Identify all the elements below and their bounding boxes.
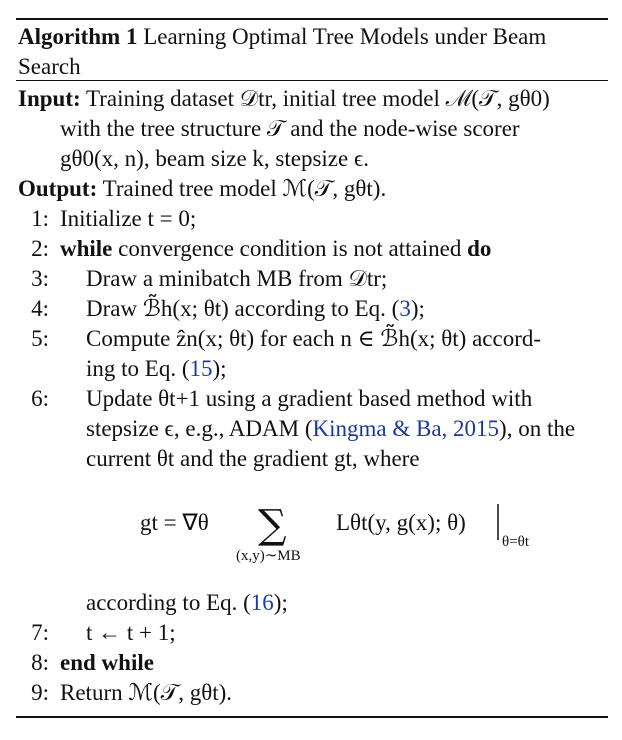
- formula-body: Lθt(y, g(x); θ): [336, 510, 466, 535]
- input-text-2: with the tree structure 𝒯 and the node-wise scorer: [60, 116, 520, 141]
- step-number: 4:: [31, 296, 49, 321]
- step-3-text: Draw a minibatch MB from 𝒟tr;: [86, 266, 388, 291]
- evaluation-subscript: θ=θt: [502, 534, 529, 550]
- step-number: 7:: [31, 620, 49, 645]
- step-6-text-b: ), on the: [499, 416, 576, 441]
- step-number: 6:: [31, 386, 49, 411]
- sum-subscript: (x,y)∼MB: [236, 548, 301, 564]
- input-text-3: gθ0(x, n), beam size k, stepsize ϵ.: [60, 146, 370, 171]
- eq-16-link[interactable]: 16: [250, 590, 274, 615]
- formula-lhs: gt = ∇θ: [140, 510, 209, 535]
- step-5-text-b: );: [212, 356, 227, 381]
- step-number: 9:: [31, 680, 49, 705]
- eq-15-link[interactable]: 15: [189, 356, 213, 381]
- step-6-line-1: Update θt+1 using a gradient based method with: [86, 386, 533, 411]
- step-6-after-a: according to Eq. (: [86, 590, 251, 615]
- input-text-1: Training dataset 𝒟tr, initial tree model ℳ(𝒯, gθ0): [86, 86, 550, 111]
- step-5-text-a: ing to Eq. (: [86, 356, 190, 381]
- step-2-text: convergence condition is not attained: [118, 236, 462, 261]
- while-keyword: while: [60, 236, 113, 261]
- input-label: Input:: [18, 86, 81, 111]
- gradient-formula: [140, 500, 580, 566]
- input-line-2: [60, 114, 520, 144]
- sum-symbol: ∑: [258, 502, 287, 548]
- input-line-1: [18, 84, 550, 114]
- output-line: [18, 174, 386, 204]
- end-while-keyword: end while: [60, 650, 154, 675]
- step-5-line-2: [86, 354, 227, 384]
- step-number: 3:: [31, 266, 49, 291]
- step-5-line-1: Compute ẑn(x; θt) for each n ∈ ℬ̃h(x; θt) accord-: [86, 326, 542, 351]
- step-2-line: [60, 234, 491, 264]
- step-number: 8:: [31, 650, 49, 675]
- step-7-text: t ← t + 1;: [86, 620, 176, 645]
- step-4-text-a: Draw ℬ̃h(x; θt) according to Eq. (: [86, 296, 400, 321]
- step-number: 5:: [31, 326, 49, 351]
- algorithm-title-line2: Search: [18, 54, 81, 79]
- eq-3-link[interactable]: 3: [399, 296, 411, 321]
- algorithm-label: Algorithm 1: [18, 24, 138, 49]
- step-6-line-2: [86, 414, 575, 444]
- output-label: Output:: [18, 176, 98, 201]
- step-4-text-b: );: [410, 296, 425, 321]
- header-rule: [16, 80, 608, 81]
- input-line-3: [60, 144, 369, 174]
- algorithm-title-line1: Learning Optimal Tree Models under Beam: [143, 24, 547, 49]
- step-number: 2:: [31, 236, 49, 261]
- step-6-line-3: current θt and the gradient gt, where: [86, 446, 420, 471]
- do-keyword: do: [467, 236, 492, 261]
- step-6-after-b: );: [273, 590, 288, 615]
- kingma-ba-citation-link[interactable]: Kingma & Ba, 2015: [312, 416, 500, 441]
- step-number: 1:: [31, 206, 49, 231]
- output-text: Trained tree model ℳ(𝒯, gθt).: [102, 176, 387, 201]
- step-6-after-line: [86, 588, 288, 618]
- algorithm-title: [18, 22, 608, 82]
- step-9-text: Return ℳ(𝒯, gθt).: [60, 680, 233, 705]
- top-rule: [16, 18, 608, 20]
- step-1-text: Initialize t = 0;: [60, 206, 197, 231]
- step-6-text-a: stepsize ϵ, e.g., ADAM (: [86, 416, 313, 441]
- bottom-rule: [16, 716, 608, 718]
- step-4-line: [86, 294, 425, 324]
